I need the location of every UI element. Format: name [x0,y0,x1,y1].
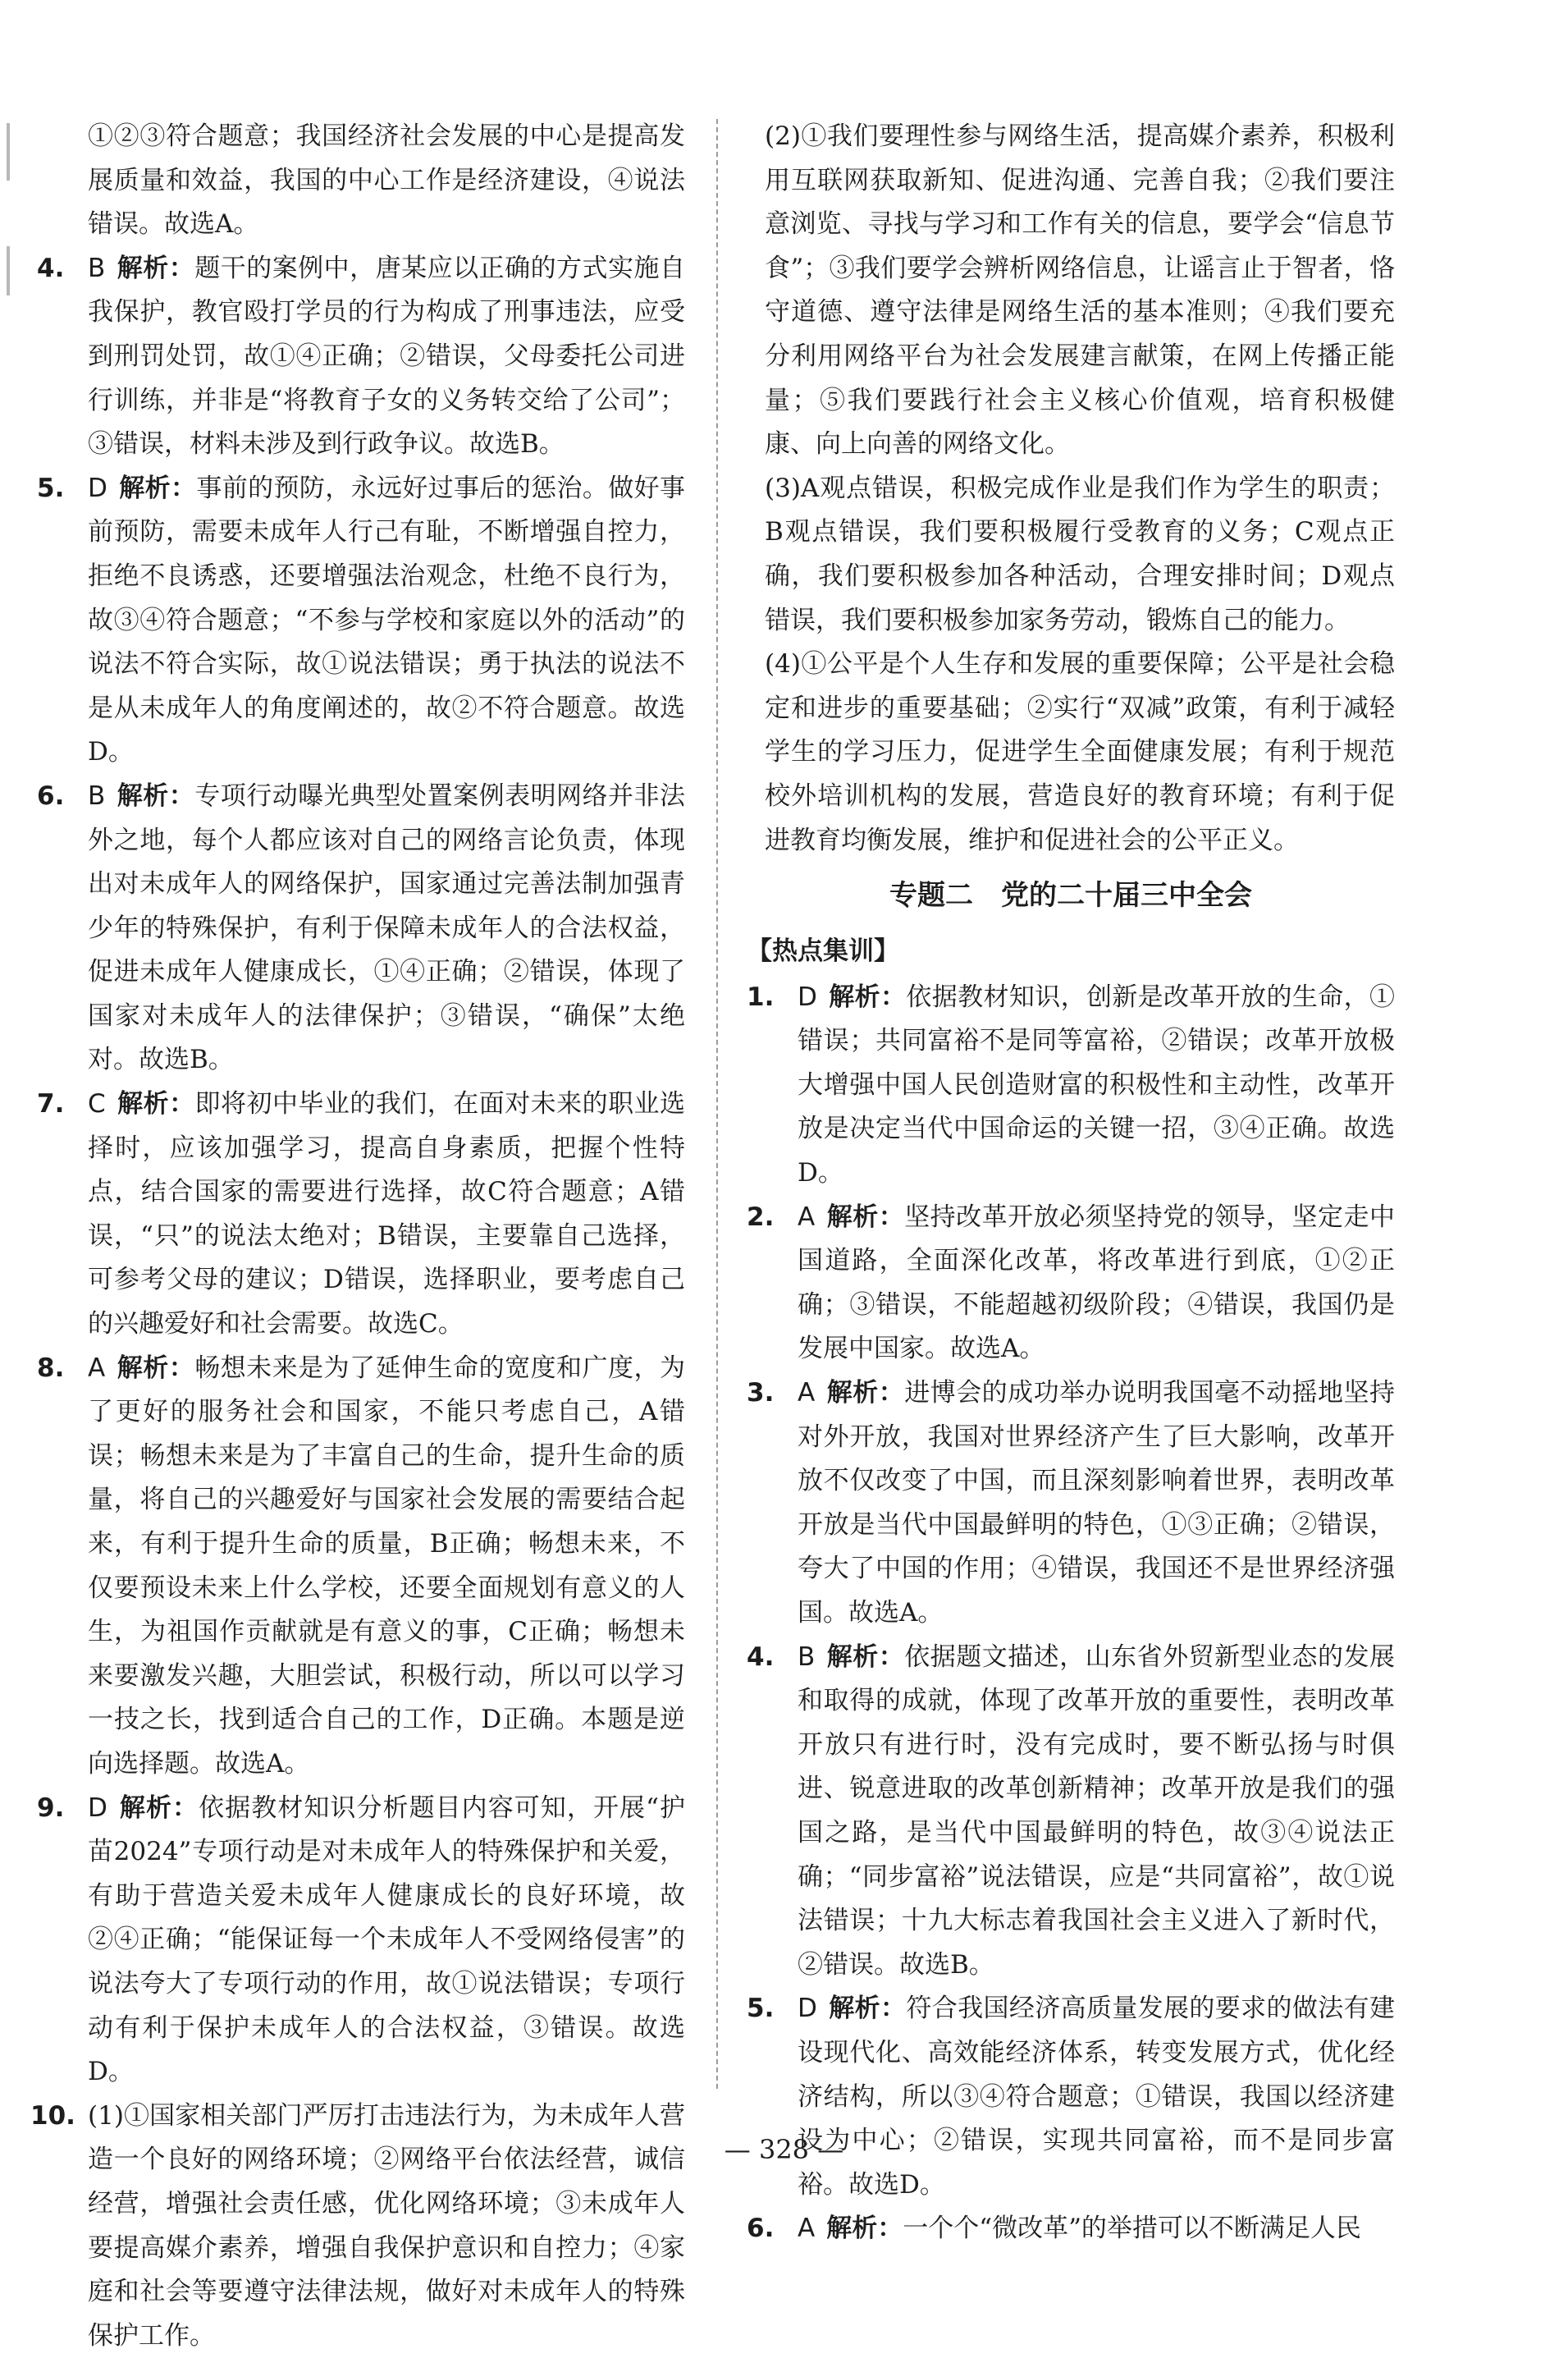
item-number: 9. [37,1793,65,1823]
item-number: 1. [747,982,775,1012]
analysis-text: 即将初中毕业的我们，在面对未来的职业选择时，应该加强学习，提高自身素质，把握个性特点，结合国家的需要进行选择，故C符合题意；A错误，“只”的说法太绝对；B错误，主要靠自己选择，可参考父母的建议；D错误，选择职业，要考虑自己的兴趣爱好和社会需要。故选C。 [88,1089,686,1339]
analysis-text: 符合我国经济高质量发展的要求的做法有建设现代化、高效能经济体系，转变发展方式，优化经济结构，所以③④符合题意；①错误，我国以经济建设为中心；②错误，实现共同富裕，而不是同步富裕。故选D。 [798,1994,1396,2200]
item-number: 6. [747,2214,775,2244]
analysis-label: 解析： [118,473,197,503]
analysis-label: 解析： [826,1378,905,1408]
answer-letter: D [798,982,817,1012]
right-column [747,115,1395,2251]
item-number: 10. [30,2100,75,2131]
analysis-text: 进博会的成功举办说明我国毫不动摇地坚持对外开放，我国对世界经济产生了巨大影响，改革开放不仅改变了中国，而且深刻影响着世界，表明改革开放是当代中国最鲜明的特色，①③正确；②错误，夸大了中国的作用；④错误，我国还不是世界经济强国。故选A。 [798,1378,1396,1628]
analysis-text: 依据教材知识分析题目内容可知，开展“护苗2024”专项行动是对未成年人的特殊保护和关爱，有助于营造关爱未成年人健康成长的良好环境，故②④正确；“能保证每一个未成年人不受网络侵害”的说法夸大了专项行动的作用，故①说法错误；专项行动有利于保护未成年人的合法权益，③错误。故选D。 [88,1793,685,2087]
answer-letter: A [798,2214,816,2244]
item-number: 8. [37,1353,65,1383]
analysis-text: 坚持改革开放必须坚持党的领导，坚定走中国道路，全面深化改革，将改革进行到底，①②正确；③错误，不能超越初级阶段；④错误，我国仍是发展中国家。故选A。 [798,1202,1396,1364]
answer-item-9 [37,1787,685,2095]
scan-edge-mark [7,123,10,181]
answer-letter: B [798,1641,816,1672]
q10-part-3: (3)A观点错误，积极完成作业是我们作为学生的职责；B观点错误，我们要积极履行受教育的义务；C观点正确，我们要积极参加各种活动，合理安排时间；D观点错误，我们要积极参加家务劳动，锻炼自己的能力。 [765,473,1395,635]
answer-item-5 [747,1987,1395,2207]
analysis-text: 依据教材知识，创新是改革开放的生命，①错误；共同富裕不是同等富裕，②错误；改革开放极大增强中国人民创造财富的积极性和主动性，改革开放是决定当代中国命运的关键一招，③④正确。故选D。 [798,982,1396,1188]
analysis-label: 解析： [826,1641,905,1672]
analysis-text: 一个个“微改革”的举措可以不断满足人民 [903,2214,1361,2244]
answer-item-5 [37,467,685,775]
item-number: 6. [37,781,65,811]
scan-edge-mark [7,246,10,295]
analysis-label: 解析： [826,1202,905,1232]
analysis-text: (1)①国家相关部门严厉打击违法行为，为未成年人营造一个良好的网络环境；②网络平台依法经营，诚信经营，增强社会责任感，优化网络环境；③未成年人要提高媒介素养，增强自我保护意识和自控力；④家庭和社会等要遵守法律法规，做好对未成年人的特殊保护工作。 [88,2100,685,2351]
column-divider [716,119,718,2089]
answer-item-4 [37,247,685,467]
analysis-text: 专项行动曝光典型处置案例表明网络并非法外之地，每个人都应该对自己的网络言论负责，体现出对未成年人的网络保护，国家通过完善法制加强青少年的特殊保护，有利于保障未成年人的合法权益，促进未成年人健康成长，①④正确；②错误，体现了国家对未成年人的法律保护；③错误，“确保”太绝对。故选B。 [88,781,686,1075]
answer-item-2 [747,1196,1395,1371]
item-number: 2. [747,1202,775,1232]
answer-letter: A [88,1353,106,1383]
answer-letter: D [88,1793,107,1823]
left-column [30,115,686,2358]
item-number: 7. [37,1089,65,1119]
answer-letter: D [798,1994,817,2024]
answer-letter: A [798,1378,816,1408]
item-number: 5. [747,1994,775,2024]
answer-letter: A [798,1202,816,1232]
item-number: 3. [747,1378,775,1408]
analysis-label: 解析： [828,1994,907,2024]
answer-letter: C [88,1089,106,1119]
item-number: 4. [747,1641,775,1672]
answer-item-1 [747,976,1395,1196]
answer-letter: B [88,781,106,811]
analysis-text: 畅想未来是为了延伸生命的宽度和广度，为了更好的服务社会和国家，不能只考虑自己，A错误；畅想未来是为了丰富自己的生命，提升生命的质量，将自己的兴趣爱好与国家社会发展的需要结合起来，有利于提升生命的质量，B正确；畅想未来，不仅要预设未来上什么学校，还要全面规划有意义的人生，为祖国作贡献就是有意义的事，C正确；畅想未来要激发兴趣，大胆尝试，积极行动，所以可以学习一技之长，找到适合自己的工作，D正确。本题是逆向选择题。故选A。 [88,1353,686,1779]
analysis-text: 依据题文描述，山东省外贸新型业态的发展和取得的成就，体现了改革开放的重要性，表明改革开放只有进行时，没有完成时，要不断弘扬与时俱进、锐意进取的改革创新精神；改革开放是我们的强国之路，是当代中国最鲜明的特色，故③④说法正确；“同步富裕”说法错误，应是“共同富裕”，故①说法错误；十九大标志着我国社会主义进入了新时代，②错误。故选B。 [798,1641,1396,1980]
answer-letter: B [88,253,106,283]
analysis-label: 解析： [828,982,907,1012]
answer-item-4 [747,1636,1395,1988]
analysis-text: 题干的案例中，唐某应以正确的方式实施自我保护，教官殴打学员的行为构成了刑事违法，应受到刑罚处罚，故①④正确；②错误，父母委托公司进行训练，并非是“将教育子女的义务转交给了公司”；③错误，材料未涉及到行政争议。故选B。 [88,253,686,460]
page-number: — 328 — [724,2134,844,2165]
answer-item-6 [747,2207,1395,2251]
section-title: 专题二 党的二十届三中全会 [889,879,1252,913]
answer-letter: D [88,473,107,503]
analysis-label: 解析： [117,253,195,283]
paragraph-intro: ①②③符合题意；我国经济社会发展的中心是提高发展质量和效益，我国的中心工作是经济建设，④说法错误。故选A。 [88,121,685,240]
analysis-label: 解析： [117,1353,195,1383]
q10-part-4: (4)①公平是个人生存和发展的重要保障；公平是社会稳定和进步的重要基础；②实行“双减”政策，有利于减轻学生的学习压力，促进学生全面健康发展；有利于规范校外培训机构的发展，营造良好的教育环境；有利于促进教育均衡发展，维护和促进社会的公平正义。 [765,649,1395,855]
answer-item-3 [747,1371,1395,1636]
analysis-text: 事前的预防，永远好过事后的惩治。做好事前预防，需要未成年人行己有耻，不断增强自控力，拒绝不良诱惑，还要增强法治观念，杜绝不良行为，故③④符合题意；“不参与学校和家庭以外的活动”的说法不符合实际，故①说法错误；勇于执法的说法不是从未成年人的角度阐述的，故②不符合题意。故选D。 [88,473,686,767]
answer-item-7 [37,1083,685,1347]
analysis-label: 解析： [117,781,195,811]
analysis-label: 解析： [118,1793,199,1823]
analysis-label: 解析： [117,1089,195,1119]
answer-item-8 [37,1347,685,1787]
answer-item-6 [37,775,685,1083]
item-number: 5. [37,473,65,503]
q10-part-2: (2)①我们要理性参与网络生活，提高媒介素养，积极利用互联网获取新知、促进沟通、完善自我；②我们要注意浏览、寻找与学习和工作有关的信息，要学会“信息节食”；③我们要学会辨析网络信息，让谣言止于智者，恪守道德、遵守法律是网络生活的基本准则；④我们要充分利用网络平台为社会发展建言献策，在网上传播正能量；⑤我们要践行社会主义核心价值观，培育积极健康、向上向善的网络文化。 [765,121,1395,460]
section-tag: 【热点集训】 [747,936,899,967]
item-number: 4. [37,253,65,283]
analysis-label: 解析： [826,2214,903,2244]
